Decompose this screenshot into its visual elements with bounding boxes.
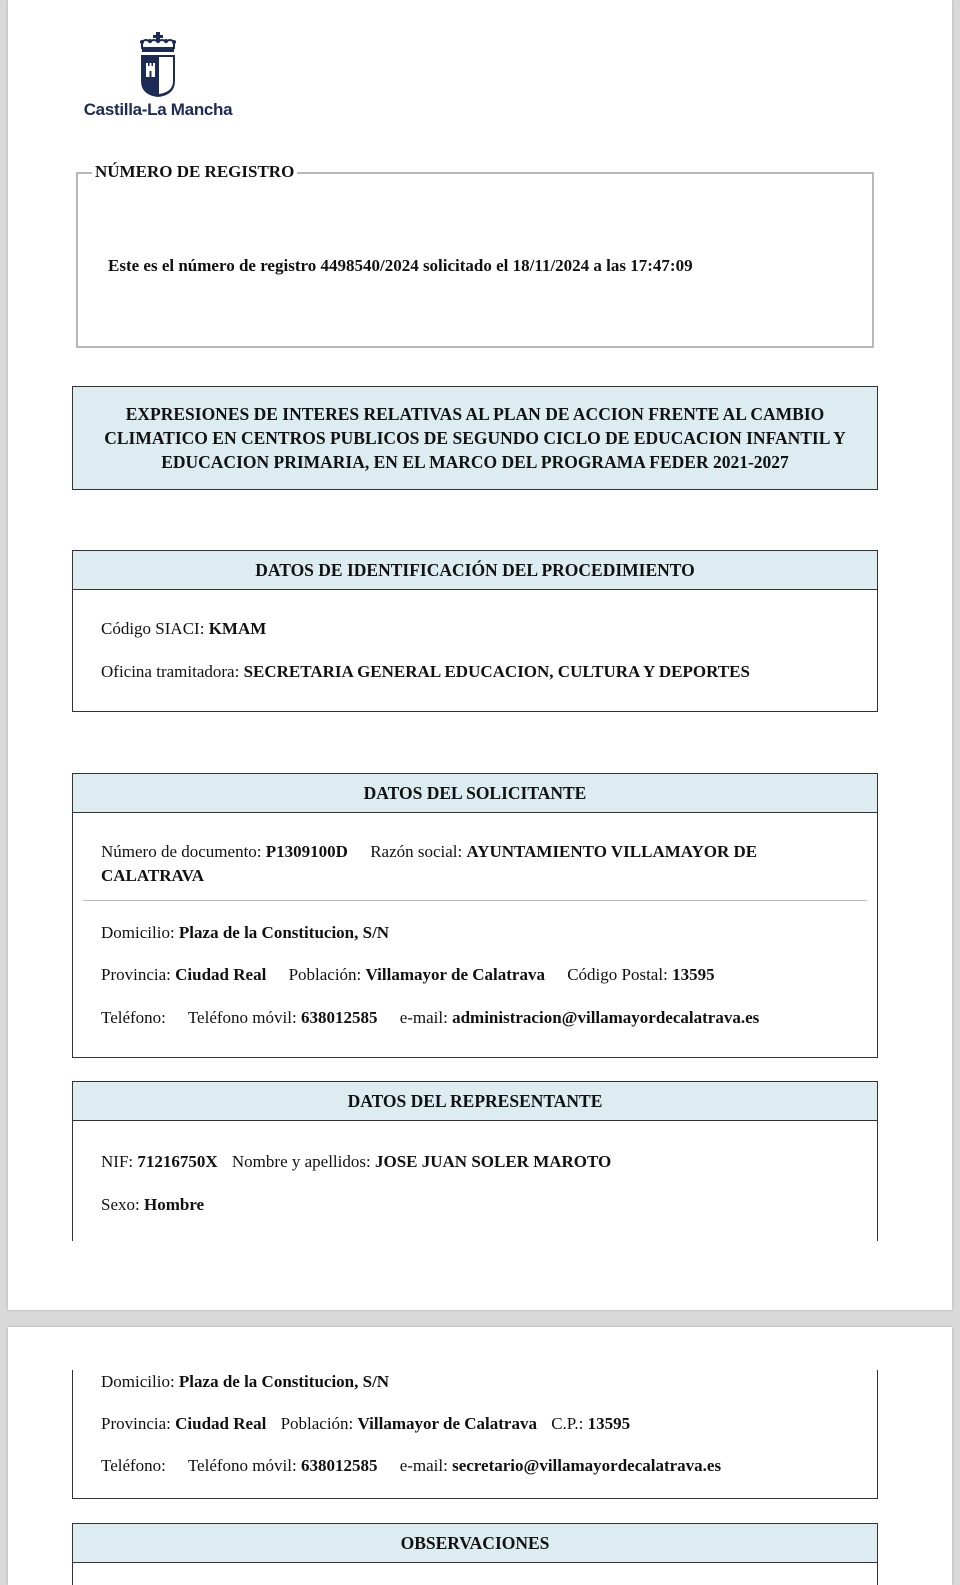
- rep-provincia-label: Provincia:: [101, 1414, 171, 1433]
- domicilio-label: Domicilio:: [101, 923, 175, 942]
- email-label: e-mail:: [399, 1008, 448, 1027]
- codigo-value: KMAM: [208, 619, 267, 638]
- razon-cont-row: [101, 866, 204, 886]
- razon-value: AYUNTAMIENTO VILLAMAYOR DE: [466, 842, 758, 861]
- telefono-row: [101, 1008, 759, 1028]
- sexo-label: Sexo:: [101, 1195, 140, 1214]
- codigo-label: Código SIACI:: [101, 619, 205, 638]
- rep-telefono-row: [101, 1456, 721, 1476]
- provincia-label: Provincia:: [101, 965, 171, 984]
- codigo-row: [101, 619, 266, 639]
- telefono-label: Teléfono:: [101, 1008, 166, 1027]
- cp-value: 13595: [672, 965, 715, 984]
- rep-poblacion-label: Población:: [280, 1414, 354, 1433]
- document-page-1: [8, 0, 952, 1310]
- poblacion-label: Población:: [288, 965, 362, 984]
- logo-text: Castilla-La Mancha: [83, 100, 233, 119]
- rep-cp-label: C.P.:: [551, 1414, 584, 1433]
- representante-header: DATOS DEL REPRESENTANTE: [73, 1082, 877, 1121]
- nif-row: [101, 1152, 611, 1172]
- solicitante-section: [72, 773, 878, 1058]
- movil-label: Teléfono móvil:: [187, 1008, 297, 1027]
- registro-text: Este es el número de registro 4498540/2024 solicitado el 18/11/2024 a las 17:47:09: [108, 256, 693, 275]
- nif-value: 71216750X: [137, 1152, 218, 1171]
- sexo-value: Hombre: [143, 1195, 205, 1214]
- documento-row: [101, 842, 757, 862]
- oficina-label: Oficina tramitadora:: [101, 662, 240, 681]
- cp-label: Código Postal:: [567, 965, 668, 984]
- rep-domicilio-value: Plaza de la Constitucion, S/N: [178, 1372, 390, 1391]
- rep-domicilio-row: [101, 1372, 389, 1392]
- registro-box: [76, 162, 874, 348]
- rep-movil-label: Teléfono móvil:: [187, 1456, 297, 1475]
- razon-value-cont: CALATRAVA: [101, 866, 204, 885]
- rep-domicilio-label: Domicilio:: [101, 1372, 175, 1391]
- domicilio-row: [101, 923, 389, 943]
- rep-movil-value: 638012585: [300, 1456, 378, 1475]
- nif-label: NIF:: [101, 1152, 134, 1171]
- nombre-value: JOSE JUAN SOLER MAROTO: [374, 1152, 612, 1171]
- rep-provincia-row: [101, 1414, 630, 1434]
- crown-shield-icon: [138, 30, 178, 98]
- domicilio-value: Plaza de la Constitucion, S/N: [178, 923, 390, 942]
- rep-poblacion-value: Villamayor de Calatrava: [357, 1414, 537, 1433]
- documento-label: Número de documento:: [101, 842, 262, 861]
- sexo-row: [101, 1195, 204, 1215]
- provincia-value: Ciudad Real: [175, 965, 267, 984]
- rep-provincia-value: Ciudad Real: [175, 1414, 267, 1433]
- rep-telefono-label: Teléfono:: [101, 1456, 166, 1475]
- solicitante-header: DATOS DEL SOLICITANTE: [73, 774, 877, 813]
- email-value: administracion@villamayordecalatrava.es: [452, 1008, 760, 1027]
- nombre-label: Nombre y apellidos:: [231, 1152, 371, 1171]
- representante-section-cont: [72, 1370, 878, 1499]
- rep-cp-value: 13595: [587, 1414, 631, 1433]
- oficina-row: [101, 662, 750, 682]
- rep-email-label: e-mail:: [399, 1456, 448, 1475]
- provincia-row: [101, 965, 715, 985]
- documento-value: P1309100D: [265, 842, 348, 861]
- razon-label: Razón social:: [370, 842, 463, 861]
- oficina-value: SECRETARIA GENERAL EDUCACION, CULTURA Y DEPORTES: [243, 662, 750, 681]
- castilla-la-mancha-logo: [83, 30, 233, 120]
- procedimiento-section: [72, 550, 878, 712]
- procedure-title: EXPRESIONES DE INTERES RELATIVAS AL PLAN DE ACCION FRENTE AL CAMBIO CLIMATICO EN CENTROS PUBLICOS DE SEGUNDO CICLO DE EDUCACION INFANTIL Y EDUCACION PRIMARIA, EN EL MARCO DEL PROGRAMA FEDER 2021-2027: [72, 386, 878, 490]
- poblacion-value: Villamayor de Calatrava: [365, 965, 545, 984]
- divider: [83, 900, 867, 901]
- movil-value: 638012585: [300, 1008, 378, 1027]
- representante-section: [72, 1081, 878, 1241]
- rep-email-value: secretario@villamayordecalatrava.es: [452, 1456, 722, 1475]
- procedimiento-header: DATOS DE IDENTIFICACIÓN DEL PROCEDIMIENTO: [73, 551, 877, 590]
- registro-legend: NÚMERO DE REGISTRO: [92, 162, 297, 182]
- observaciones-header: OBSERVACIONES: [73, 1524, 877, 1563]
- observaciones-section: [72, 1523, 878, 1585]
